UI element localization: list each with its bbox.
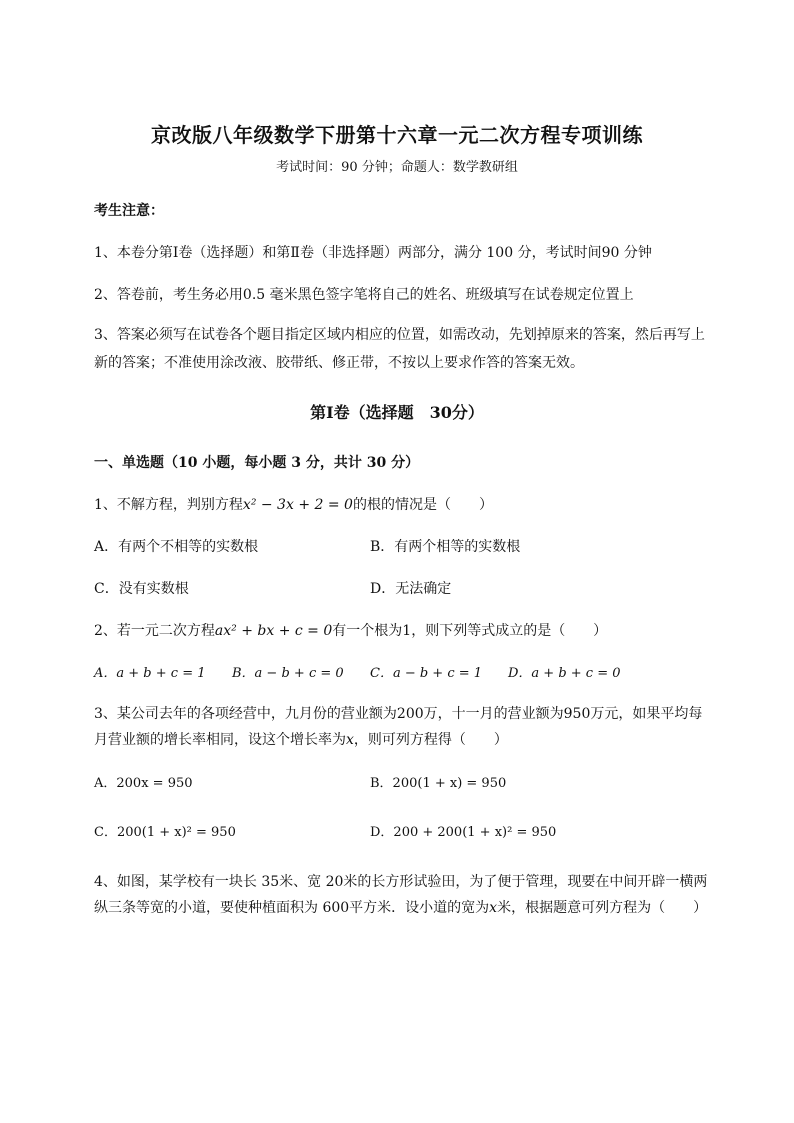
question-2-option-d: D．a + b + c = 0 bbox=[508, 666, 621, 681]
question-4-variable: x bbox=[489, 900, 498, 916]
question-4-line-2-suffix: 米，根据题意可列方程为（ ） bbox=[497, 900, 708, 916]
section-title: 第Ⅰ卷（选择题 30分） bbox=[310, 403, 484, 422]
question-3-option-d: D．200 + 200(1 + x)² = 950 bbox=[370, 825, 557, 840]
question-1-option-d: D．无法确定 bbox=[370, 581, 452, 597]
question-1-equation: x² − 3x + 2 = 0 bbox=[242, 497, 353, 513]
question-2-equation: ax² + bx + c = 0 bbox=[214, 623, 333, 639]
exam-subtitle: 考试时间：90 分钟；命题人：数学教研组 bbox=[276, 160, 518, 175]
question-3-line-2 bbox=[94, 729, 508, 749]
question-4-line-2 bbox=[94, 897, 707, 917]
notice-item-3: 3、答案必须写在试卷各个题目指定区域内相应的位置，如需改动，先划掉原来的答案，然后再写上新的答案；不准使用涂改液、胶带纸、修正带，不按以上要求作答的答案无效。 bbox=[94, 327, 705, 371]
question-2-option-a: A．a + b + c = 1 bbox=[94, 666, 206, 681]
question-4-line-1: 4、如图，某学校有一块长 35米、宽 20米的长方形试验田，为了便于管理，现要在中间开辟一横两 bbox=[94, 874, 708, 890]
page-title: 京改版八年级数学下册第十六章一元二次方程专项训练 bbox=[151, 123, 643, 147]
question-1 bbox=[94, 494, 493, 514]
question-2-suffix: 有一个根为1，则下列等式成立的是（ ） bbox=[332, 623, 608, 639]
question-2-prefix: 2、若一元二次方程 bbox=[94, 623, 215, 639]
question-3-line-1: 3、某公司去年的各项经营中，九月份的营业额为200万，十一月的营业额为950万元，如果平均每 bbox=[94, 706, 703, 722]
question-2-option-c: C．a − b + c = 1 bbox=[370, 666, 483, 681]
question-3-variable: x bbox=[346, 732, 354, 748]
question-1-option-a: A．有两个不相等的实数根 bbox=[94, 539, 259, 555]
question-2-option-b: B．a − b + c = 0 bbox=[232, 666, 344, 681]
question-2 bbox=[94, 620, 607, 640]
notice-heading: 考生注意： bbox=[94, 203, 164, 219]
question-1-suffix: 的根的情况是（ ） bbox=[352, 497, 493, 513]
question-3-line-2-prefix: 月营业额的增长率相同，设这个增长率为 bbox=[94, 732, 346, 748]
notice-item-2: 2、答卷前，考生务必用0.5 毫米黑色签字笔将自己的姓名、班级填写在试卷规定位置上 bbox=[94, 287, 634, 303]
part-heading: 一、单选题（10 小题，每小题 3 分，共计 30 分） bbox=[94, 455, 420, 471]
question-1-option-b: B．有两个相等的实数根 bbox=[370, 539, 521, 555]
question-3-line-2-suffix: ，则可列方程得（ ） bbox=[353, 732, 508, 748]
notice-item-1: 1、本卷分第Ⅰ卷（选择题）和第Ⅱ卷（非选择题）两部分，满分 100 分，考试时间90 分钟 bbox=[94, 245, 652, 261]
question-3-option-c: C．200(1 + x)² = 950 bbox=[94, 825, 236, 840]
question-4-line-2-prefix: 纵三条等宽的小道，要使种植面积为 600平方米．设小道的宽为 bbox=[94, 900, 490, 916]
question-3-option-a: A．200x = 950 bbox=[94, 776, 193, 791]
question-1-prefix: 1、不解方程，判别方程 bbox=[94, 497, 243, 513]
question-1-option-c: C．没有实数根 bbox=[94, 581, 189, 597]
question-3-option-b: B．200(1 + x) = 950 bbox=[370, 776, 507, 791]
